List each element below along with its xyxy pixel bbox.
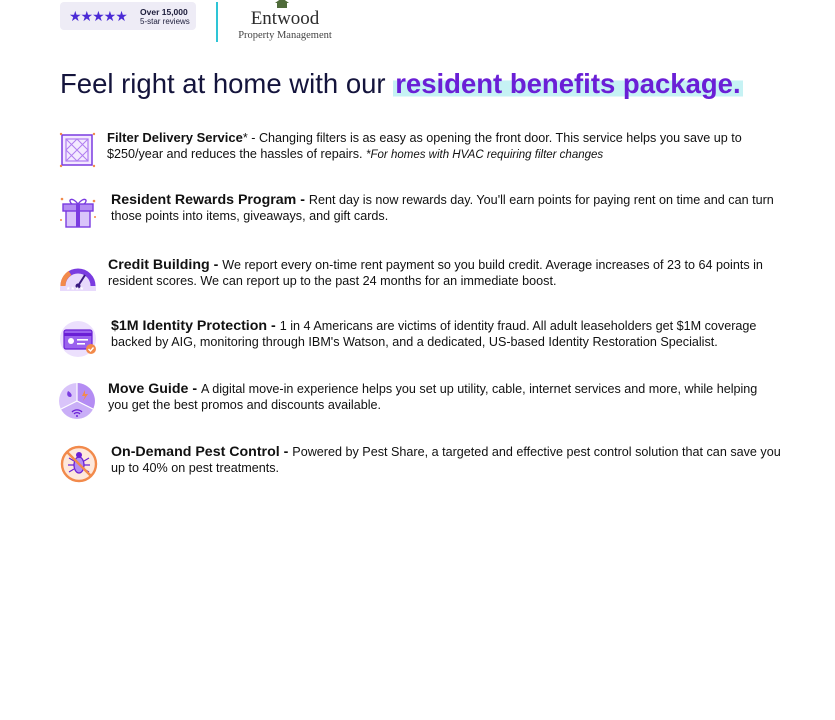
move-guide-icon bbox=[58, 382, 98, 422]
svg-text:★★★★: ★★★★ bbox=[66, 286, 84, 292]
air-filter-icon bbox=[58, 130, 98, 170]
company-logo[interactable] bbox=[230, 0, 340, 44]
benefit-description: 1 in 4 Americans are victims of identity fraud. All adult leaseholders get $1M coverage backed by AIG, monitoring through IBM's Watson, and a dedicated, US-based Identity Restoration Specialist. bbox=[111, 319, 757, 349]
house-icon bbox=[275, 0, 289, 8]
identity-card-icon bbox=[58, 319, 98, 359]
benefit-title: Move Guide - bbox=[108, 381, 202, 397]
benefit-title: $1M Identity Protection - bbox=[111, 318, 280, 334]
logo-name: Entwood bbox=[250, 8, 320, 29]
benefit-description: Rent day is now rewards day. You'll earn points for paying rent on time and can turn those points into items, giveaways, and gift cards. bbox=[111, 193, 774, 223]
title-highlight: resident benefits package. bbox=[395, 68, 741, 99]
benefit-title-suffix: * - bbox=[242, 131, 259, 145]
benefit-description: Powered by Pest Share, a targeted and effective pest control solution that can save you up to 40% on pest treatments. bbox=[111, 445, 781, 475]
benefit-title: Filter Delivery Service bbox=[107, 130, 243, 145]
credit-gauge-icon bbox=[58, 258, 98, 298]
no-pest-icon bbox=[58, 445, 98, 485]
header-divider bbox=[216, 2, 218, 42]
review-label: 5-star reviews bbox=[140, 17, 190, 26]
review-badge bbox=[60, 2, 196, 30]
title-prefix: Feel right at home with our bbox=[60, 68, 394, 99]
benefit-title: Credit Building - bbox=[108, 257, 223, 273]
benefit-description: Changing filters is as easy as opening the front door. This service helps you save up to $250/year and reduces the hassles of repairs. bbox=[107, 131, 742, 161]
logo-subtitle: Property Management bbox=[238, 30, 332, 41]
benefit-title: On-Demand Pest Control - bbox=[111, 444, 293, 460]
benefit-description: A digital move-in experience helps you set up utility, cable, internet services and more, while helping you get the best promos and discounts available. bbox=[108, 382, 758, 412]
benefit-footnote: *For homes with HVAC requiring filter changes bbox=[366, 148, 604, 161]
page-header bbox=[60, 2, 350, 44]
gift-icon bbox=[58, 193, 98, 233]
benefit-description: We report every on-time rent payment so you build credit. Average increases of 23 to 64 points in resident scores. We can report up to the past 24 months for an immediate boost. bbox=[108, 258, 763, 288]
benefit-title: Resident Rewards Program - bbox=[111, 192, 309, 208]
review-count: Over 15,000 bbox=[140, 7, 188, 17]
star-rating: ★★★★★ bbox=[69, 8, 127, 24]
page-title bbox=[60, 68, 800, 100]
